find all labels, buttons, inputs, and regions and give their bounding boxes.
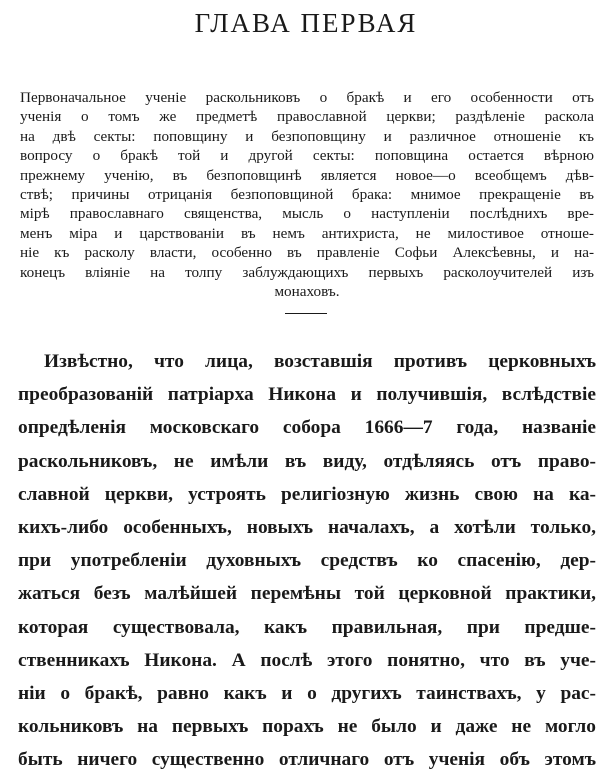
body-line: жаться безъ малѣйшей перемѣны той церковной практики, xyxy=(18,583,596,605)
body-line: которая существовала, какъ правильная, при предше- xyxy=(18,616,596,638)
body-line: при употребленіи духовныхъ средствъ ко спасенію, дер- xyxy=(18,550,596,572)
summary-line: ученія о томъ же предметѣ православной церкви; раздѣленіе раскола xyxy=(20,108,594,126)
summary-line: менъ міра и царствованіи въ немъ антихриста, не милостивое отноше- xyxy=(20,224,594,242)
body-line: кольниковъ на первыхъ порахъ не было и даже не могло xyxy=(18,716,596,738)
body-line: преобразованій патріарха Никона и получившія, вслѣдствіе xyxy=(18,384,596,406)
summary-line: Первоначальное ученіе раскольниковъ о бракѣ и его особенности отъ xyxy=(20,89,594,106)
summary-line: на двѣ секты: поповщину и безпоповщину и различное отношеніе къ xyxy=(20,127,594,145)
body-line: раскольниковъ, не имѣли въ виду, отдѣляясь отъ право- xyxy=(18,450,596,472)
chapter-title: ГЛАВА ПЕРВАЯ xyxy=(194,8,418,38)
summary-line: монаховъ. xyxy=(274,283,340,301)
chapter-summary xyxy=(20,88,594,301)
body-line: кихъ-либо особенныхъ, новыхъ началахъ, а хотѣли только, xyxy=(18,517,596,539)
summary-line: мірѣ православнаго священства, мысль о наступленіи послѣднихъ вре- xyxy=(20,205,594,223)
summary-line: ствѣ; причины отрицанія безпоповщиной брака: мнимое прекращеніе въ xyxy=(20,186,594,204)
summary-line: прежнему ученію, въ безпоповщинѣ является новое—о всеобщемъ дѣв- xyxy=(20,166,594,184)
summary-line: ніе къ расколу власти, особенно въ правленіе Софьи Алексѣевны, и на- xyxy=(20,244,594,262)
body-line: быть ничего существенно отличнаго отъ ученія объ этомъ xyxy=(18,749,596,771)
body-line: опредѣленія московскаго собора 1666—7 года, названіе xyxy=(18,417,596,439)
summary-line: вопросу о бракѣ той и другой секты: поповщина остается вѣрною xyxy=(20,147,594,165)
section-divider xyxy=(285,313,327,314)
body-line: Извѣстно, что лица, возставшія противъ церковныхъ xyxy=(44,351,596,372)
summary-line: конецъ вліяніе на толпу заблуждающихъ первыхъ расколоучителей изъ xyxy=(20,263,594,281)
body-text xyxy=(18,345,596,777)
body-line: славной церкви, устроять религіозную жизнь свою на ка- xyxy=(18,483,596,505)
body-line: ніи о бракѣ, равно какъ и о другихъ таинствахъ, у рас- xyxy=(18,683,596,705)
body-line: ственникахъ Никона. А послѣ этого понятно, что въ уче- xyxy=(18,649,596,671)
